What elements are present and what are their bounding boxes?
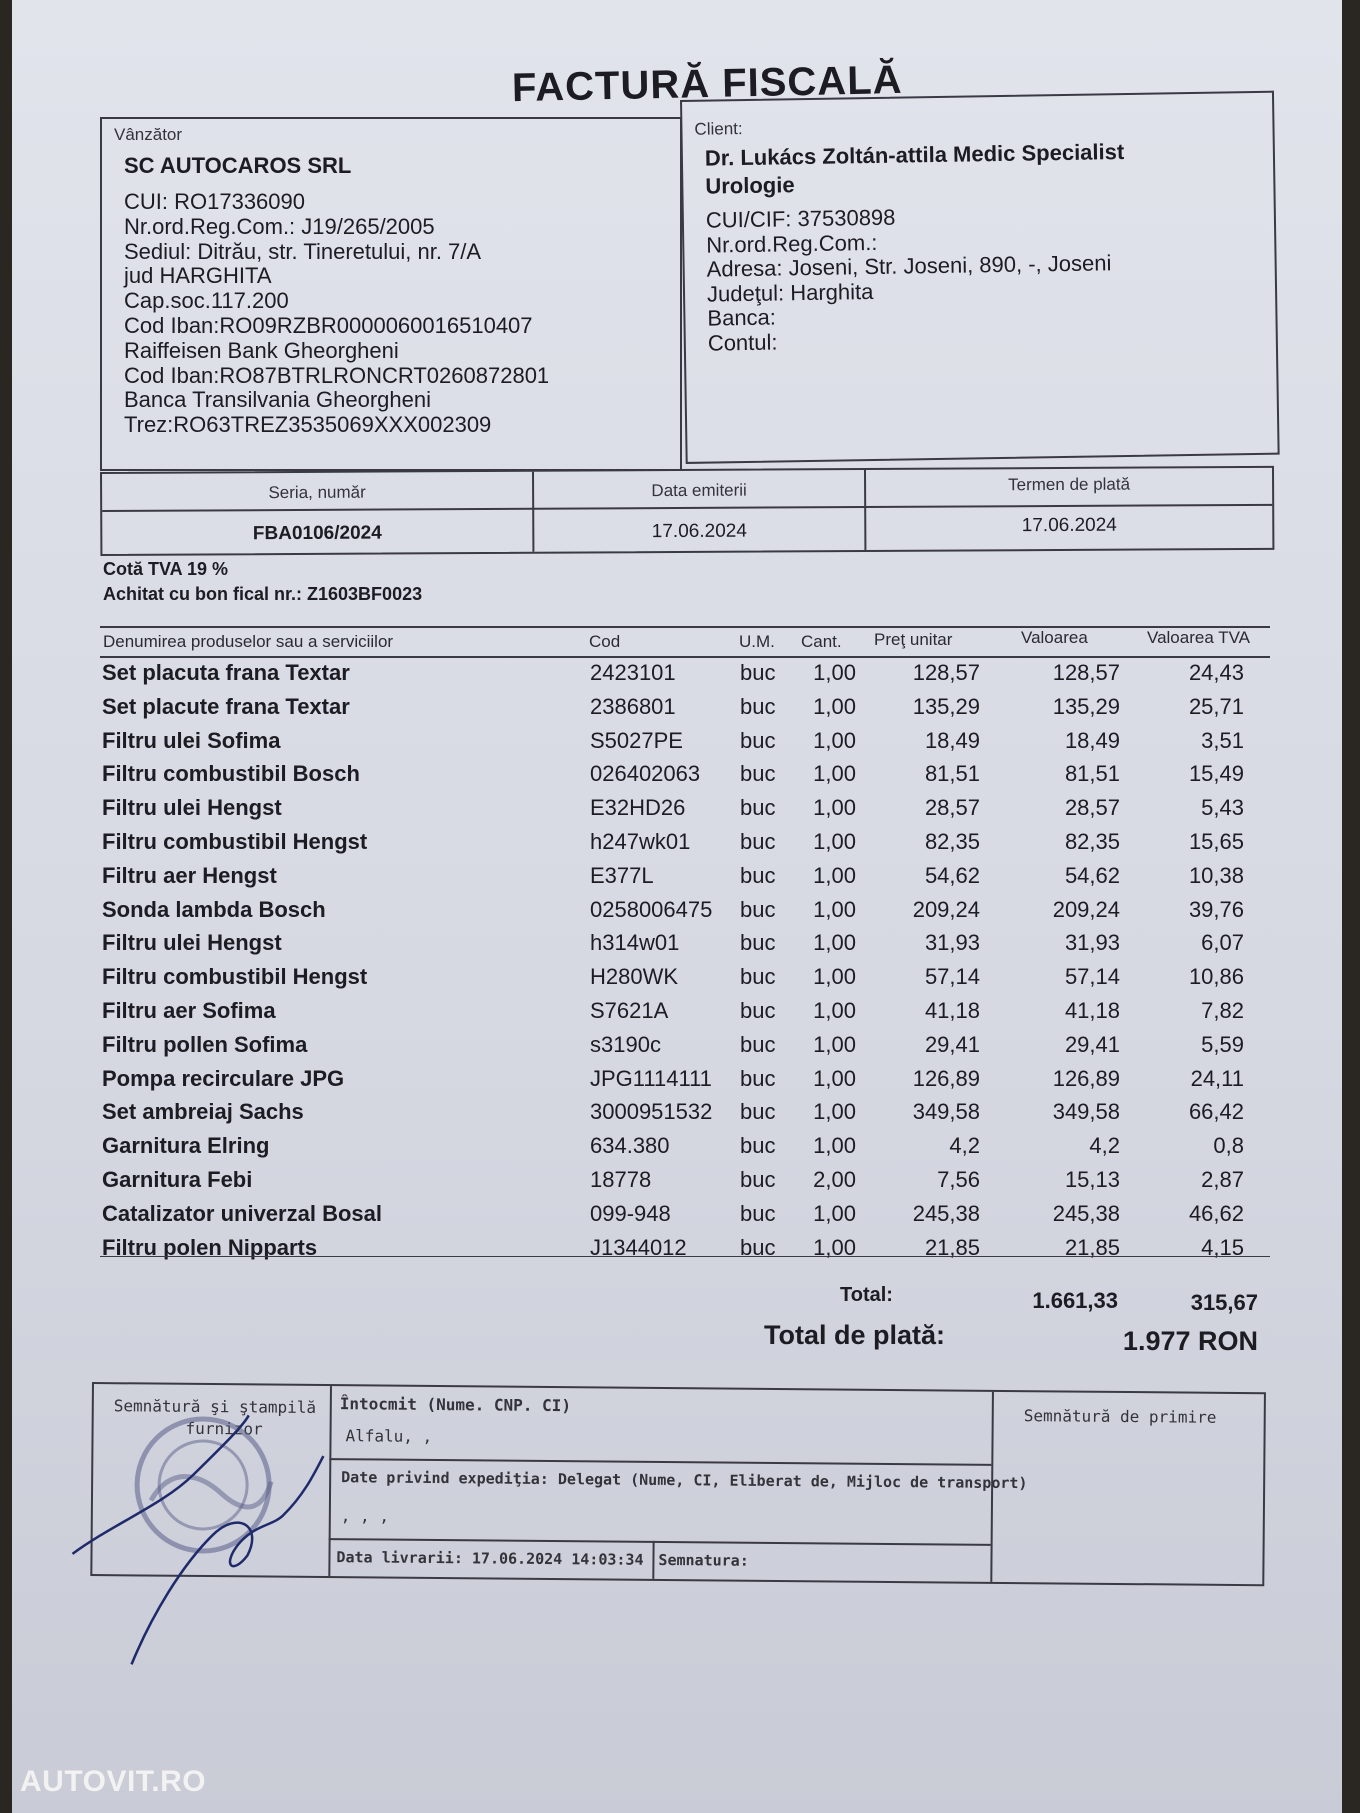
table-row bbox=[12, 1032, 1360, 1066]
seller-detail-line: Cod Iban:RO87BTRLRONCRT0260872801 bbox=[124, 362, 550, 388]
series-label: Seria, număr bbox=[268, 482, 366, 503]
product-vat: 39,76 bbox=[1188, 896, 1244, 922]
shipping-value: , , , bbox=[340, 1506, 390, 1526]
product-unit-price: 28,57 bbox=[924, 795, 980, 821]
product-name: Garnitura Elring bbox=[102, 1133, 270, 1159]
total-vat-value: 315,67 bbox=[1190, 1290, 1258, 1315]
product-value: 28,57 bbox=[1064, 795, 1120, 821]
product-code: E32HD26 bbox=[590, 795, 686, 821]
col-header-name: Denumirea produselor sau a serviciilor bbox=[103, 632, 394, 651]
product-value: 126,89 bbox=[1052, 1065, 1120, 1091]
product-name: Filtru aer Sofima bbox=[102, 998, 276, 1023]
vat-rate: Cotă TVA 19 % bbox=[103, 559, 229, 579]
product-name: Set ambreiaj Sachs bbox=[102, 1099, 304, 1125]
col-header-um: U.M. bbox=[739, 632, 775, 651]
product-unit-price: 82,35 bbox=[924, 829, 980, 854]
client-box bbox=[680, 91, 1280, 464]
product-unit-price: 57,14 bbox=[924, 964, 980, 990]
seller-label: Vânzător bbox=[114, 125, 183, 144]
product-unit-price: 209,24 bbox=[912, 896, 980, 922]
product-unit-price: 81,51 bbox=[924, 761, 980, 787]
footer-box bbox=[90, 1382, 1266, 1586]
product-unit-price: 7,56 bbox=[937, 1167, 980, 1192]
product-vat: 15,49 bbox=[1188, 761, 1244, 787]
product-qty: 1,00 bbox=[813, 1099, 856, 1125]
total-payable-value: 1.977 RON bbox=[1122, 1326, 1258, 1356]
product-value: 54,62 bbox=[1064, 862, 1120, 888]
product-qty: 1,00 bbox=[813, 1234, 856, 1260]
client-detail-line: Contul: bbox=[707, 329, 778, 356]
product-qty: 1,00 bbox=[813, 1031, 856, 1057]
table-row bbox=[12, 829, 1360, 863]
issue-date-value: 17.06.2024 bbox=[651, 520, 747, 543]
table-row bbox=[12, 1201, 1360, 1235]
table-row bbox=[12, 1235, 1360, 1269]
product-code: S7621A bbox=[590, 998, 669, 1023]
seller-detail-line: Banca Transilvania Gheorgheni bbox=[124, 387, 431, 413]
product-value: 18,49 bbox=[1064, 727, 1120, 753]
product-code: 634.380 bbox=[590, 1133, 670, 1159]
invoice-paper bbox=[12, 0, 1342, 1813]
handwritten-signature bbox=[71, 1414, 333, 1676]
product-unit-price: 349,58 bbox=[912, 1099, 980, 1125]
product-um: buc bbox=[740, 829, 776, 854]
seller-detail-line: Trez:RO63TREZ3535069XXX002309 bbox=[124, 412, 492, 438]
table-row bbox=[12, 1133, 1360, 1167]
product-um: buc bbox=[740, 795, 776, 821]
signature-label-supplier: furnizor bbox=[185, 1418, 263, 1439]
product-name: Pompa recirculare JPG bbox=[102, 1065, 345, 1091]
table-row bbox=[12, 660, 1360, 694]
invoice-info-table bbox=[100, 466, 1274, 556]
product-qty: 1,00 bbox=[813, 761, 856, 787]
product-unit-price: 126,89 bbox=[912, 1065, 980, 1091]
product-qty: 1,00 bbox=[813, 829, 856, 854]
product-unit-price: 128,57 bbox=[912, 660, 980, 685]
seller-detail-line: Raiffeisen Bank Gheorgheni bbox=[124, 337, 399, 363]
seller-detail-line: Cod Iban:RO09RZBR0000060016510407 bbox=[124, 313, 533, 338]
product-value: 81,51 bbox=[1064, 761, 1120, 787]
client-name-line2: Urologie bbox=[705, 172, 795, 199]
product-unit-price: 4,2 bbox=[949, 1133, 980, 1159]
product-qty: 1,00 bbox=[813, 795, 856, 821]
col-header-unit-price: Preţ unitar bbox=[874, 630, 953, 649]
product-unit-price: 18,49 bbox=[924, 727, 980, 753]
client-detail-line: Banca: bbox=[707, 304, 777, 331]
seller-detail-line: Nr.ord.Reg.Com.: J19/265/2005 bbox=[124, 213, 435, 239]
product-vat: 5,43 bbox=[1201, 795, 1244, 821]
product-code: 18778 bbox=[590, 1167, 652, 1192]
product-qty: 1,00 bbox=[813, 964, 856, 990]
product-vat: 2,87 bbox=[1201, 1167, 1244, 1192]
product-qty: 1,00 bbox=[813, 930, 856, 956]
product-qty: 2,00 bbox=[813, 1167, 856, 1192]
product-qty: 1,00 bbox=[813, 1200, 856, 1226]
watermark-logo: AUTOVIT.RO bbox=[20, 1765, 207, 1798]
product-value: 209,24 bbox=[1052, 896, 1120, 922]
client-detail-line: Nr.ord.Reg.Com.: bbox=[706, 229, 878, 258]
product-code: S5027PE bbox=[590, 727, 683, 753]
product-name: Sonda lambda Bosch bbox=[102, 896, 326, 922]
product-unit-price: 31,93 bbox=[924, 930, 980, 956]
client-detail-line: Adresa: Joseni, Str. Joseni, 890, -, Joseni bbox=[706, 250, 1112, 282]
product-vat: 24,43 bbox=[1188, 660, 1244, 685]
delivery-date: Data livrarii: 17.06.2024 14:03:34 bbox=[336, 1548, 644, 1569]
product-name: Filtru pollen Sofima bbox=[102, 1031, 308, 1057]
product-vat: 25,71 bbox=[1188, 693, 1244, 719]
product-vat: 15,65 bbox=[1188, 829, 1244, 854]
product-code: s3190c bbox=[590, 1031, 661, 1057]
product-vat: 6,07 bbox=[1201, 930, 1244, 956]
product-vat: 46,62 bbox=[1188, 1200, 1244, 1226]
product-unit-price: 135,29 bbox=[912, 693, 980, 719]
product-code: H280WK bbox=[590, 964, 679, 990]
product-code: h314w01 bbox=[590, 930, 680, 956]
col-header-value: Valoarea bbox=[1021, 628, 1088, 647]
due-date-value: 17.06.2024 bbox=[1021, 514, 1117, 537]
product-value: 29,41 bbox=[1064, 1031, 1120, 1057]
product-code: h247wk01 bbox=[590, 829, 691, 854]
product-qty: 1,00 bbox=[813, 727, 856, 753]
table-row bbox=[12, 694, 1360, 728]
product-value: 128,57 bbox=[1052, 660, 1120, 685]
product-value: 31,93 bbox=[1064, 930, 1120, 956]
issue-date-label: Data emiterii bbox=[651, 480, 747, 501]
table-row bbox=[12, 964, 1360, 998]
due-date-label: Termen de plată bbox=[1008, 474, 1131, 495]
product-unit-price: 245,38 bbox=[912, 1200, 980, 1226]
product-vat: 5,59 bbox=[1201, 1031, 1244, 1057]
table-row bbox=[12, 930, 1360, 964]
product-qty: 1,00 bbox=[813, 693, 856, 719]
product-um: buc bbox=[740, 1200, 776, 1226]
product-name: Filtru aer Hengst bbox=[102, 862, 277, 888]
client-detail-line: Judeţul: Harghita bbox=[706, 278, 874, 307]
seller-detail-line: Cap.soc.117.200 bbox=[124, 288, 289, 314]
product-qty: 1,00 bbox=[813, 896, 856, 922]
product-name: Filtru ulei Sofima bbox=[102, 727, 281, 753]
product-name: Set placuta frana Textar bbox=[102, 660, 350, 685]
table-row bbox=[12, 897, 1360, 931]
product-name: Filtru ulei Hengst bbox=[102, 930, 282, 956]
product-um: buc bbox=[740, 1133, 776, 1159]
table-row bbox=[12, 863, 1360, 897]
product-um: buc bbox=[740, 693, 776, 719]
product-name: Filtru polen Nipparts bbox=[102, 1234, 318, 1260]
product-qty: 1,00 bbox=[813, 862, 856, 888]
seller-detail-line: jud HARGHITA bbox=[124, 263, 272, 289]
product-value: 82,35 bbox=[1064, 829, 1120, 854]
product-code: 026402063 bbox=[590, 761, 701, 787]
table-row bbox=[12, 728, 1360, 762]
product-code: E377L bbox=[590, 862, 654, 888]
product-code: 0258006475 bbox=[590, 896, 713, 922]
seller-name: SC AUTOCAROS SRL bbox=[124, 153, 352, 178]
product-value: 135,29 bbox=[1052, 693, 1120, 719]
product-um: buc bbox=[740, 727, 776, 753]
product-um: buc bbox=[740, 1167, 776, 1192]
product-value: 349,58 bbox=[1052, 1099, 1120, 1125]
client-label: Client: bbox=[694, 119, 743, 139]
product-value: 15,13 bbox=[1064, 1167, 1120, 1192]
invoice-title: FACTURĂ FISCALĂ bbox=[511, 57, 903, 111]
product-name: Set placute frana Textar bbox=[102, 693, 350, 719]
seller-box bbox=[100, 117, 682, 471]
total-label: Total: bbox=[840, 1284, 893, 1306]
product-vat: 10,38 bbox=[1188, 862, 1244, 888]
product-vat: 24,11 bbox=[1190, 1065, 1244, 1091]
client-name-line1: Dr. Lukács Zoltán-attila Medic Specialist bbox=[704, 139, 1125, 171]
product-qty: 1,00 bbox=[813, 660, 856, 685]
product-name: Filtru combustibil Bosch bbox=[102, 761, 360, 787]
product-name: Filtru combustibil Hengst bbox=[102, 829, 368, 854]
total-payable-label: Total de plată: bbox=[764, 1320, 946, 1350]
product-name: Filtru combustibil Hengst bbox=[102, 964, 368, 990]
table-row bbox=[12, 1099, 1360, 1133]
product-um: buc bbox=[740, 1234, 776, 1260]
col-header-vat: Valoarea TVA bbox=[1147, 628, 1251, 647]
total-value: 1.661,33 bbox=[1032, 1288, 1118, 1313]
product-um: buc bbox=[740, 1031, 776, 1057]
product-vat: 10,86 bbox=[1188, 964, 1244, 990]
series-value: FBA0106/2024 bbox=[252, 522, 382, 545]
table-row bbox=[12, 1167, 1360, 1201]
product-um: buc bbox=[740, 930, 776, 956]
product-name: Garnitura Febi bbox=[102, 1167, 253, 1192]
col-header-code: Cod bbox=[589, 632, 621, 651]
product-vat: 7,82 bbox=[1201, 998, 1244, 1023]
product-um: buc bbox=[740, 964, 776, 990]
product-qty: 1,00 bbox=[813, 998, 856, 1023]
product-value: 21,85 bbox=[1064, 1234, 1120, 1260]
seller-detail-line: CUI: RO17336090 bbox=[124, 189, 305, 214]
product-qty: 1,00 bbox=[813, 1065, 856, 1091]
product-unit-price: 54,62 bbox=[924, 862, 980, 888]
product-code: 3000951532 bbox=[590, 1099, 713, 1125]
col-header-qty: Cant. bbox=[801, 632, 842, 651]
table-row bbox=[12, 795, 1360, 829]
sign-label: Semnatura: bbox=[658, 1550, 749, 1570]
product-vat: 0,8 bbox=[1213, 1133, 1244, 1159]
table-row bbox=[12, 1066, 1360, 1100]
product-um: buc bbox=[740, 896, 776, 922]
product-um: buc bbox=[740, 660, 776, 685]
prepared-label: Întocmit (Nume. CNP. CI) bbox=[339, 1394, 572, 1416]
product-um: buc bbox=[740, 761, 776, 787]
product-code: 2423101 bbox=[590, 660, 676, 685]
seller-detail-line: Sediul: Ditrău, str. Tineretului, nr. 7/A bbox=[124, 238, 482, 264]
product-value: 41,18 bbox=[1064, 998, 1120, 1023]
product-um: buc bbox=[740, 1065, 776, 1091]
product-vat: 4,15 bbox=[1201, 1234, 1244, 1260]
product-um: buc bbox=[740, 1099, 776, 1125]
product-value: 245,38 bbox=[1052, 1200, 1120, 1226]
client-detail-line: CUI/CIF: 37530898 bbox=[705, 204, 896, 233]
shipping-label: Date privind expediţia: Delegat (Nume, CI, Eliberat de, Mijloc de transport) bbox=[341, 1468, 1028, 1493]
table-row bbox=[12, 998, 1360, 1032]
product-vat: 66,42 bbox=[1188, 1099, 1244, 1125]
received-signature-label: Semnătură de primire bbox=[1023, 1406, 1217, 1427]
product-name: Catalizator univerzal Bosal bbox=[102, 1200, 382, 1226]
prepared-value: Alfalu, , bbox=[345, 1426, 433, 1446]
product-unit-price: 41,18 bbox=[924, 998, 980, 1023]
product-unit-price: 21,85 bbox=[924, 1234, 980, 1260]
table-row bbox=[12, 761, 1360, 795]
product-code: JPG1114111 bbox=[590, 1065, 712, 1091]
product-code: 099-948 bbox=[590, 1200, 671, 1226]
product-name: Filtru ulei Hengst bbox=[102, 795, 282, 821]
product-value: 57,14 bbox=[1064, 964, 1120, 990]
product-qty: 1,00 bbox=[813, 1133, 856, 1159]
product-um: buc bbox=[740, 862, 776, 888]
signature-label: Semnătură şi ştampilă bbox=[113, 1396, 317, 1417]
product-code: J1344012 bbox=[590, 1234, 687, 1260]
product-unit-price: 29,41 bbox=[924, 1031, 980, 1057]
product-code: 2386801 bbox=[590, 693, 676, 719]
product-vat: 3,51 bbox=[1201, 727, 1244, 753]
product-value: 4,2 bbox=[1089, 1133, 1120, 1159]
product-um: buc bbox=[740, 998, 776, 1023]
receipt-number: Achitat cu bon fical nr.: Z1603BF0023 bbox=[103, 584, 423, 604]
